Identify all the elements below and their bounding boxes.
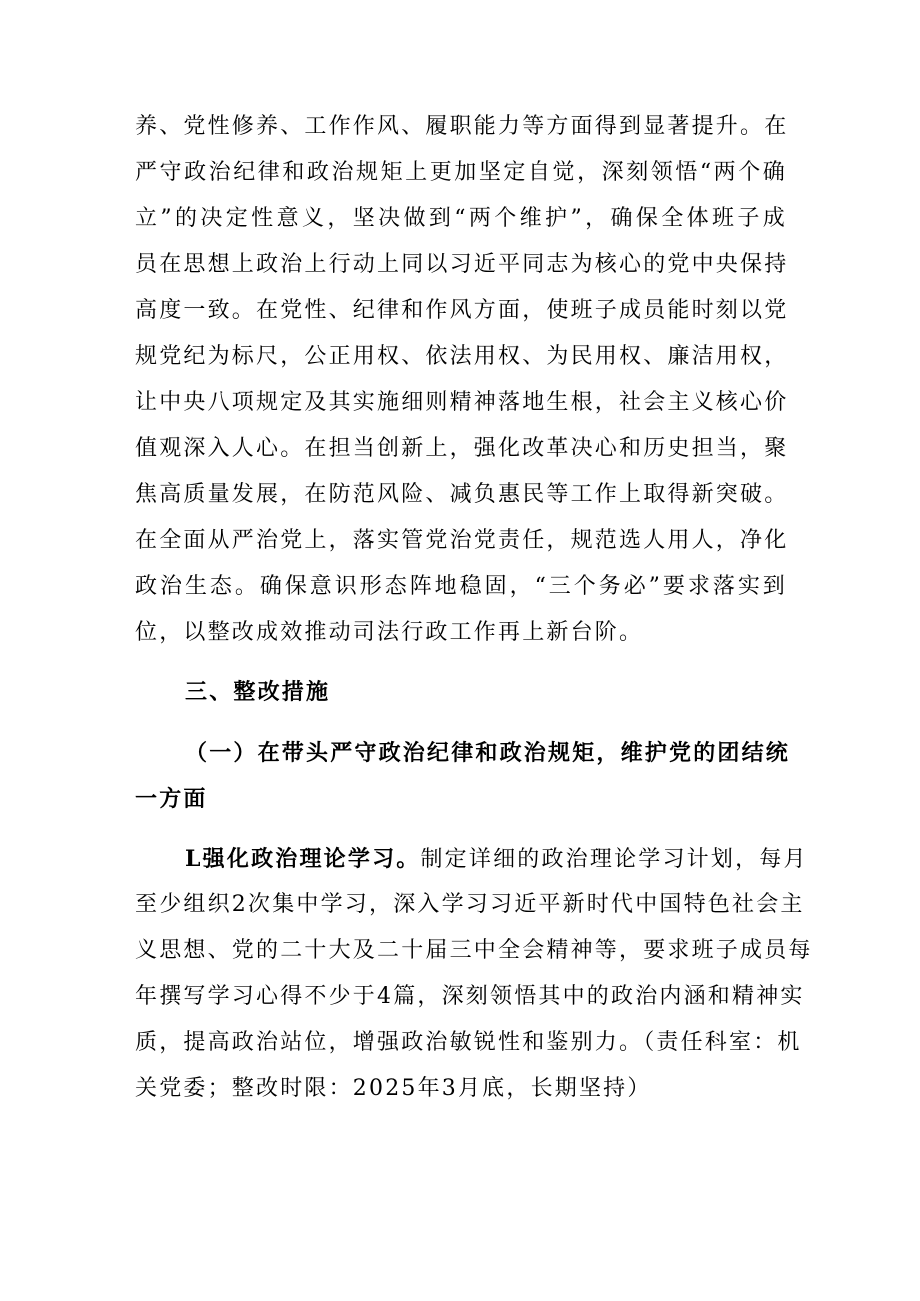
subsection-heading-line: 一方面	[135, 786, 208, 812]
paragraph-line: 严守政治纪律和政治规矩上更加坚定自觉，深刻领悟“两个确	[135, 160, 787, 185]
measure-item-first-line	[135, 836, 808, 882]
paragraph-line: 养、党性修养、工作作风、履职能力等方面得到显著提升。在	[135, 114, 789, 139]
paragraph-line: 立”的决定性意义，坚决做到“两个维护”，确保全体班子成	[135, 206, 787, 231]
document-body	[135, 104, 813, 1112]
paragraph-line: 焦高质量发展，在防范风险、减负惠民等工作上取得新突破。	[135, 482, 789, 507]
measure-item-line: 至少组织2次集中学习，深入学习习近平新时代中国特色社会主	[135, 892, 805, 917]
measure-item-text: 制定详细的政治理论学习计划，每月	[420, 847, 808, 872]
paragraph-line: 位，以整改成效推动司法行政工作再上新台阶。	[135, 620, 644, 645]
measure-item-title: L强化政治理论学习。	[185, 846, 421, 872]
paragraph-line: 在全面从严治党上，落实管党治党责任，规范选人用人，净化	[135, 528, 789, 553]
measure-item-line: 义思想、党的二十大及二十届三中全会精神等，要求班子成员每	[135, 938, 813, 963]
measure-item-line: 年撰写学习心得不少于4篇，深刻领悟其中的政治内涵和精神实	[135, 984, 805, 1009]
paragraph-line: 规党纪为标尺，公正用权、依法用权、为民用权、廉洁用权，	[135, 344, 789, 369]
subsection-heading	[135, 730, 791, 822]
measure-item-1	[135, 836, 813, 1112]
paragraph-line: 政治生态。确保意识形态阵地稳固，“三个务必”要求落实到	[135, 574, 787, 599]
paragraph-line: 高度一致。在党性、纪律和作风方面，使班子成员能时刻以党	[135, 298, 789, 323]
paragraph-line: 员在思想上政治上行动上同以习近平同志为核心的党中央保持	[135, 252, 789, 277]
paragraph-goals	[135, 104, 787, 656]
subsection-heading-line: （一）在带头严守政治纪律和政治规矩，维护党的团结统	[185, 740, 791, 766]
paragraph-line: 值观深入人心。在担当创新上，强化改革决心和历史担当，聚	[135, 436, 789, 461]
paragraph-line: 让中央八项规定及其实施细则精神落地生根，社会主义核心价	[135, 390, 789, 415]
section-heading: 三、整改措施	[185, 680, 331, 705]
measure-item-line: 关党委；整改时限：2025年3月底，长期坚持）	[135, 1076, 652, 1101]
measure-item-line: 质，提高政治站位，增强政治敏锐性和鉴别力。（责任科室：机	[135, 1030, 802, 1055]
